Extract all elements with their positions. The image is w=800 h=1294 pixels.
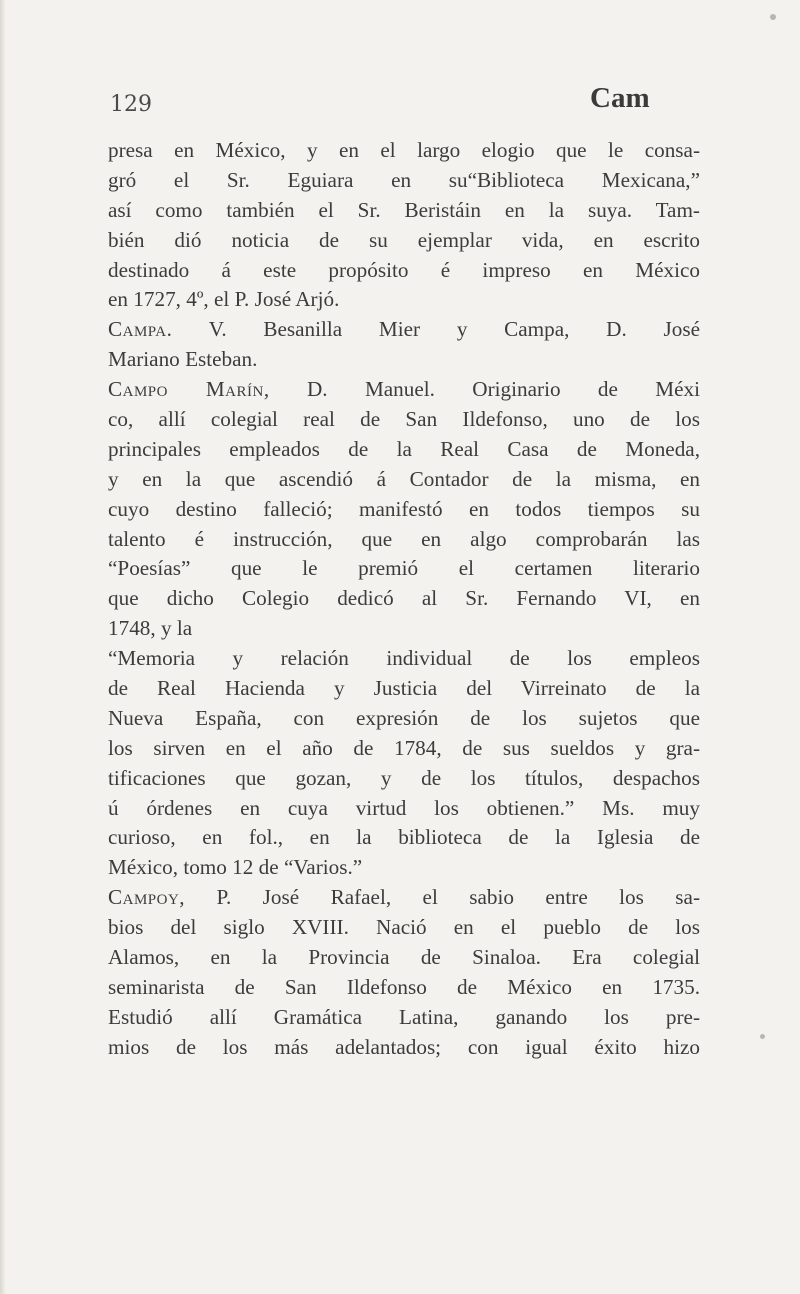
line-text: destinado á este propósito é impreso en México (108, 257, 700, 282)
line-text: gró el Sr. Eguiara en su“Biblioteca Mexicana,” (108, 167, 700, 192)
line-text: cuyo destino falleció; manifestó en todos tiempos su (108, 496, 700, 521)
text-line (108, 794, 700, 824)
text-line (108, 734, 700, 764)
line-text: “Poesías” que le premió el certamen literario (108, 556, 700, 581)
text-line (108, 853, 700, 883)
text-line (108, 495, 700, 525)
text-line (108, 764, 700, 794)
line-text: talento é instrucción, que en algo comprobarán las (108, 526, 700, 551)
line-text: curioso, en fol., en la biblioteca de la Iglesia de (108, 825, 700, 850)
line-text: Estudió allí Gramática Latina, ganando los pre- (108, 1004, 700, 1029)
line-text: seminarista de San Ildefonso de México en 1735. (108, 974, 700, 999)
text-line (108, 614, 700, 644)
text-line (108, 704, 700, 734)
text-line (108, 196, 700, 226)
line-text: ú órdenes en cuya virtud los obtienen.” Ms. muy (108, 795, 700, 820)
line-text: “Memoria y relación individual de los empleos (108, 646, 700, 671)
line-text: tificaciones que gozan, y de los títulos, despachos (108, 765, 700, 790)
line-text: que dicho Colegio dedicó al Sr. Fernando VI, en (108, 586, 700, 611)
text-line (108, 674, 700, 704)
text-line (108, 554, 700, 584)
line-text: P. José Rafael, el sabio entre los sa- (185, 885, 700, 910)
text-line (108, 375, 700, 405)
page-number: 129 (110, 92, 152, 117)
text-line (108, 584, 700, 614)
line-text: bién dió noticia de su ejemplar vida, en escrito (108, 227, 700, 252)
text-line (108, 644, 700, 674)
line-text: bios del siglo XVIII. Nació en el pueblo de los (108, 915, 700, 940)
body-text (108, 136, 700, 1063)
paper-speck (770, 14, 776, 20)
text-line (108, 1033, 700, 1063)
text-line (108, 943, 700, 973)
text-line (108, 315, 700, 345)
line-text: Nueva España, con expresión de los sujetos que (108, 705, 700, 730)
text-line (108, 405, 700, 435)
text-line (108, 823, 700, 853)
line-text: V. Besanilla Mier y Campa, D. José (172, 317, 700, 342)
text-line (108, 1003, 700, 1033)
line-text: en 1727, 4º, el P. José Arjó. (108, 287, 340, 312)
text-line (108, 973, 700, 1003)
text-line (108, 226, 700, 256)
line-text: co, allí colegial real de San Ildefonso, uno de los (108, 407, 700, 432)
text-line (108, 525, 700, 555)
entry-heading: Campa. (108, 317, 173, 342)
text-line (108, 913, 700, 943)
running-head: Cam (590, 82, 650, 114)
line-text: principales empleados de la Real Casa de Moneda, (108, 436, 700, 461)
text-line (108, 285, 700, 315)
page-edge-shadow (0, 0, 6, 1294)
paper-speck (760, 1034, 765, 1039)
line-text: de Real Hacienda y Justicia del Virreinato de la (108, 676, 700, 701)
text-line (108, 435, 700, 465)
text-line (108, 136, 700, 166)
text-line (108, 256, 700, 286)
line-text: y en la que ascendió á Contador de la misma, en (108, 466, 700, 491)
line-text: Alamos, en la Provincia de Sinaloa. Era colegial (108, 945, 700, 970)
entry-heading: Campo Marín, (108, 377, 270, 402)
line-text: Mariano Esteban. (108, 347, 258, 372)
line-text: los sirven en el año de 1784, de sus sueldos y gra- (108, 735, 700, 760)
text-line (108, 166, 700, 196)
text-line (108, 883, 700, 913)
line-text: mios de los más adelantados; con igual éxito hizo (108, 1034, 700, 1059)
line-text: D. Manuel. Originario de Méxi (269, 377, 700, 402)
line-text: 1748, y la (108, 616, 193, 641)
line-text: México, tomo 12 de “Varios.” (108, 855, 363, 880)
text-line (108, 345, 700, 375)
line-text: presa en México, y en el largo elogio que le consa- (108, 138, 700, 162)
text-line (108, 465, 700, 495)
line-text: así como también el Sr. Beristáin en la suya. Tam- (108, 197, 700, 222)
entry-heading: Campoy, (108, 885, 186, 910)
